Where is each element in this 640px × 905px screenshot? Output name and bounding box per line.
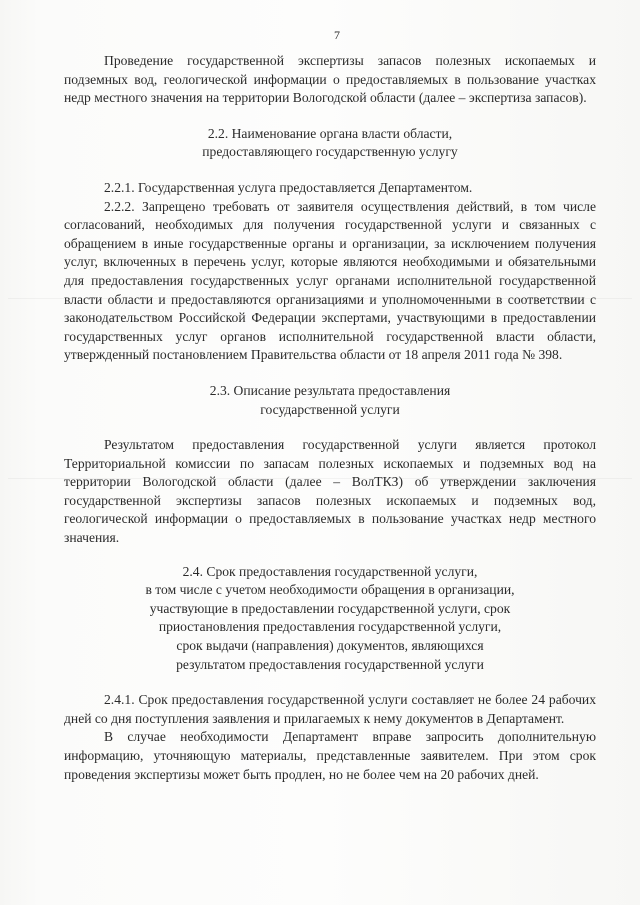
heading-line: участвующие в предоставлении государственной услуги, срок [149, 600, 511, 616]
section-2-4-heading [64, 563, 596, 675]
heading-line: предоставляющего государственную услугу [202, 144, 458, 160]
heading-line: результатом предоставления государственной услуги [176, 656, 484, 672]
section-2-2-heading [64, 125, 596, 162]
paragraph-2-4-1: 2.4.1. Срок предоставления государственной услуги составляет не более 24 рабочих дней со дня поступления заявления и прилагаемых к нему документов в Департамент. [64, 692, 596, 726]
heading-line: приостановления предоставления государственной услуги, [158, 619, 502, 635]
scan-artifact-line [8, 478, 632, 479]
section-2-3-heading [64, 382, 596, 419]
heading-line: 2.2. Наименование органа власти области, [207, 125, 453, 141]
intro-paragraph: Проведение государственной экспертизы запасов полезных ископаемых и подземных вод, геологической информации о предоставляемых в пользование участках недр местного значения на территории Вологодской области (далее – экспертиза запасов). [64, 53, 596, 106]
paragraph-2-2-1: 2.2.1. Государственная услуга предоставляется Департаментом. [104, 179, 473, 195]
paragraph-2-2-2: 2.2.2. Запрещено требовать от заявителя осуществления действий, в том числе согласований, необходимых для получения государственной услуги и связанных с обращением в иные государственные органы и организации, за исключением получения услуг, включенных в перечень услуг, которые являются необходимыми и обязательными для предоставления государственных услуг органами исполнительной государственной власти области и предоставляются организациями и уполномоченными в соответствии с законодательством Российской Федерации экспертами, участвующими в предоставлении государственных услуг органов исполнительной государственной власти области, утвержденный постановлением Правительства области от 18 апреля 2011 года № 398. [64, 198, 596, 363]
heading-line: 2.3. Описание результата предоставления [209, 382, 451, 398]
paragraph-2-4-extension: В случае необходимости Департамент вправе запросить дополнительную информацию, уточняющую материалы, представленные заявителем. При этом срок проведения экспертизы может быть продлен, но не более чем на 20 рабочих дней. [64, 729, 596, 782]
scan-artifact-line [8, 298, 632, 299]
heading-line: в том числе с учетом необходимости обращения в организации, [145, 582, 515, 598]
heading-line: срок выдачи (направления) документов, являющихся [176, 638, 484, 654]
page-number: 7 [334, 28, 340, 42]
heading-line: 2.4. Срок предоставления государственной услуги, [182, 563, 478, 579]
paragraph-2-3-result: Результатом предоставления государственной услуги является протокол Территориальной комиссии по запасам полезных ископаемых и подземных вод на территории Вологодской области (далее – ВолТКЗ) об утверждении заключения государственной экспертизы запасов полезных ископаемых и подземных вод, геологической информации о предоставляемых в пользование участках недр местного значения. [64, 437, 596, 546]
heading-line: государственной услуги [260, 401, 400, 417]
